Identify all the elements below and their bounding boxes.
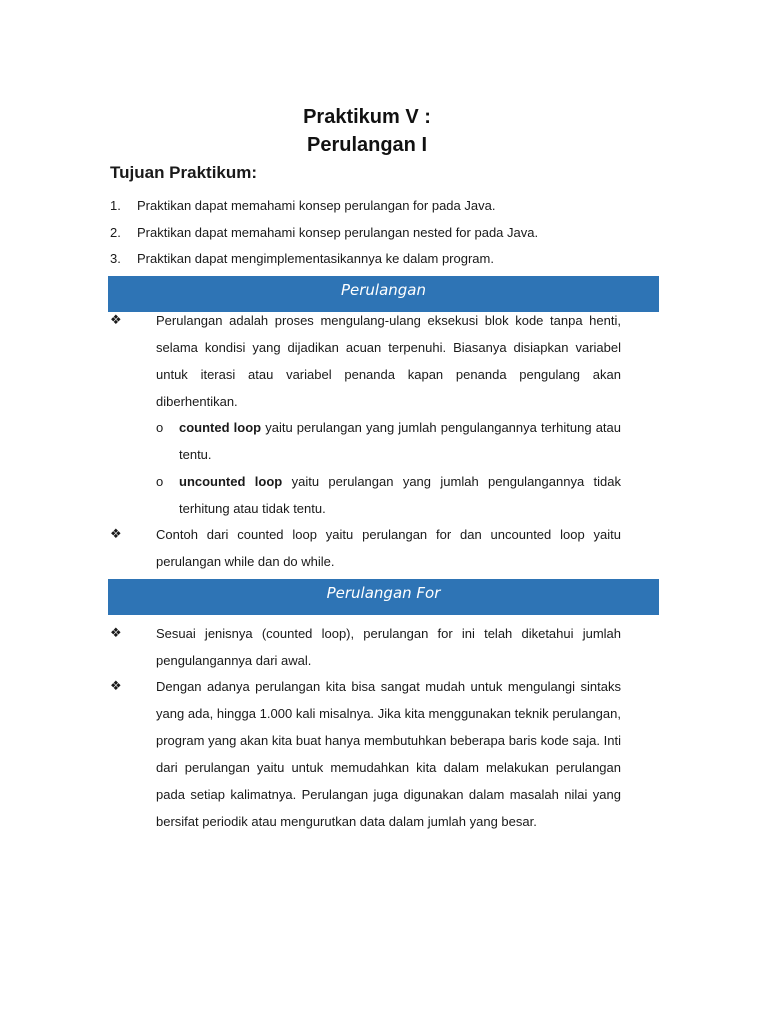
objectives-list xyxy=(110,193,670,273)
diamond-bullet-icon: ❖ xyxy=(110,626,122,641)
bullet-text: Sesuai jenisnya (counted loop), perulangan for ini telah diketahui jumlah pengulangannya dari awal. xyxy=(156,626,621,668)
sub-bullet-text xyxy=(179,468,621,522)
sub-bullet-text xyxy=(179,414,621,468)
diamond-bullet-icon: ❖ xyxy=(110,313,122,328)
document-title: Praktikum V : xyxy=(303,106,431,128)
objectives-heading: Tujuan Praktikum: xyxy=(110,163,258,182)
sub-bullet-item xyxy=(156,414,621,468)
term-uncounted-loop: uncounted loop xyxy=(179,474,283,489)
circle-bullet-icon: o xyxy=(156,474,164,489)
sub-bullet-item xyxy=(156,468,621,522)
objective-item xyxy=(110,193,670,220)
circle-bullet-icon: o xyxy=(156,420,164,435)
term-description: yaitu perulangan yang jumlah pengulangannya terhitung atau tentu. xyxy=(179,420,621,462)
bullet-item xyxy=(110,307,621,415)
bullet-text: Perulangan adalah proses mengulang-ulang eksekusi blok kode tanpa henti, selama kondisi yang dijadikan acuan terpenuhi. Biasanya disiapkan variabel untuk iterasi atau variabel penanda kapan penanda pengulang akan diberhentikan. xyxy=(156,313,621,409)
objective-text: Praktikan dapat memahami konsep perulangan for pada Java. xyxy=(137,198,496,213)
bullet-item xyxy=(110,673,621,835)
section-banner-perulangan-for: Perulangan For xyxy=(108,579,659,615)
objective-text: Praktikan dapat mengimplementasikannya ke dalam program. xyxy=(137,251,494,266)
section-banner-perulangan: Perulangan xyxy=(108,276,659,312)
objective-item xyxy=(110,246,670,273)
objective-number: 3. xyxy=(110,251,121,266)
bullet-item xyxy=(110,620,621,674)
objective-text: Praktikan dapat memahami konsep perulangan nested for pada Java. xyxy=(137,224,539,240)
bullet-text: Contoh dari counted loop yaitu perulangan for dan uncounted loop yaitu perulangan while dan do while. xyxy=(156,527,621,569)
document-subtitle: Perulangan I xyxy=(306,134,428,156)
objective-item xyxy=(110,220,670,247)
diamond-bullet-icon: ❖ xyxy=(110,679,122,694)
diamond-bullet-icon: ❖ xyxy=(110,527,122,542)
objective-number: 2. xyxy=(110,224,121,240)
objective-number: 1. xyxy=(110,198,121,213)
term-description: yaitu perulangan yang jumlah pengulangannya tidak terhitung atau tidak tentu. xyxy=(179,474,622,516)
bullet-text: Dengan adanya perulangan kita bisa sangat mudah untuk mengulangi sintaks yang ada, hingga 1.000 kali misalnya. Jika kita menggunakan teknik perulangan, program yang akan kita buat hanya membutuhkan beberapa baris kode saja. Inti dari perulangan yaitu untuk memudahkan kita dalam melakukan perulangan pada setiap kalimatnya. Perulangan juga digunakan dalam masalah nilai yang bersifat periodik atau mengurutkan data dalam jumlah yang besar. xyxy=(156,679,621,829)
bullet-item xyxy=(110,521,621,575)
term-counted-loop: counted loop xyxy=(179,420,262,435)
